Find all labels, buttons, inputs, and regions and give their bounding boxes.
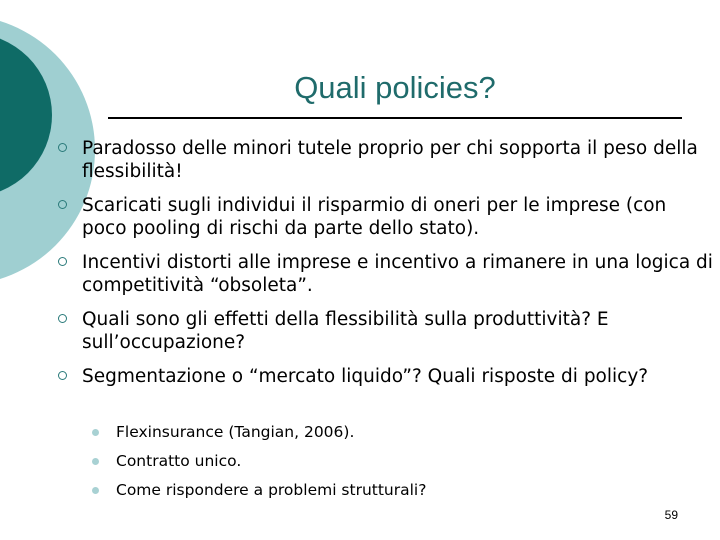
bullet-text: Paradosso delle minori tutele proprio per chi sopporta il peso della flessibilità! [82, 138, 698, 182]
page-number: 59 [664, 508, 678, 522]
bullet-item [58, 308, 713, 354]
sub-bullet-text: Flexinsurance (Tangian, 2006). [116, 423, 355, 441]
bullet-list [58, 137, 713, 399]
sub-bullet-item [92, 451, 652, 471]
sub-bullet-text: Contratto unico. [116, 452, 242, 470]
dot-bullet-icon [92, 487, 99, 494]
dot-bullet-icon [92, 429, 99, 436]
bullet-text: Scaricati sugli individui il risparmio di oneri per le imprese (con poco pooling di rischi da parte dello stato). [82, 195, 667, 239]
bullet-item [58, 365, 713, 388]
page-title: Quali policies? [294, 70, 496, 105]
title-underline [108, 117, 682, 119]
bullet-text: Incentivi distorti alle imprese e incentivo a rimanere in una logica di competitività “obsoleta”. [82, 252, 713, 296]
ring-bullet-icon [58, 314, 67, 323]
bullet-item [58, 137, 713, 183]
ring-bullet-icon [58, 143, 67, 152]
bullet-item [58, 194, 713, 240]
bullet-text: Quali sono gli effetti della flessibilità sulla produttività? E sull’occupazione? [82, 309, 609, 353]
ring-bullet-icon [58, 371, 67, 380]
ring-bullet-icon [58, 257, 67, 266]
dot-bullet-icon [92, 458, 99, 465]
sub-bullet-list [92, 422, 652, 509]
sub-bullet-item [92, 422, 652, 442]
sub-bullet-item [92, 480, 652, 500]
bullet-item [58, 251, 713, 297]
sub-bullet-text: Come rispondere a problemi strutturali? [116, 481, 427, 499]
ring-bullet-icon [58, 200, 67, 209]
bullet-text: Segmentazione o “mercato liquido”? Quali risposte di policy? [82, 366, 649, 387]
